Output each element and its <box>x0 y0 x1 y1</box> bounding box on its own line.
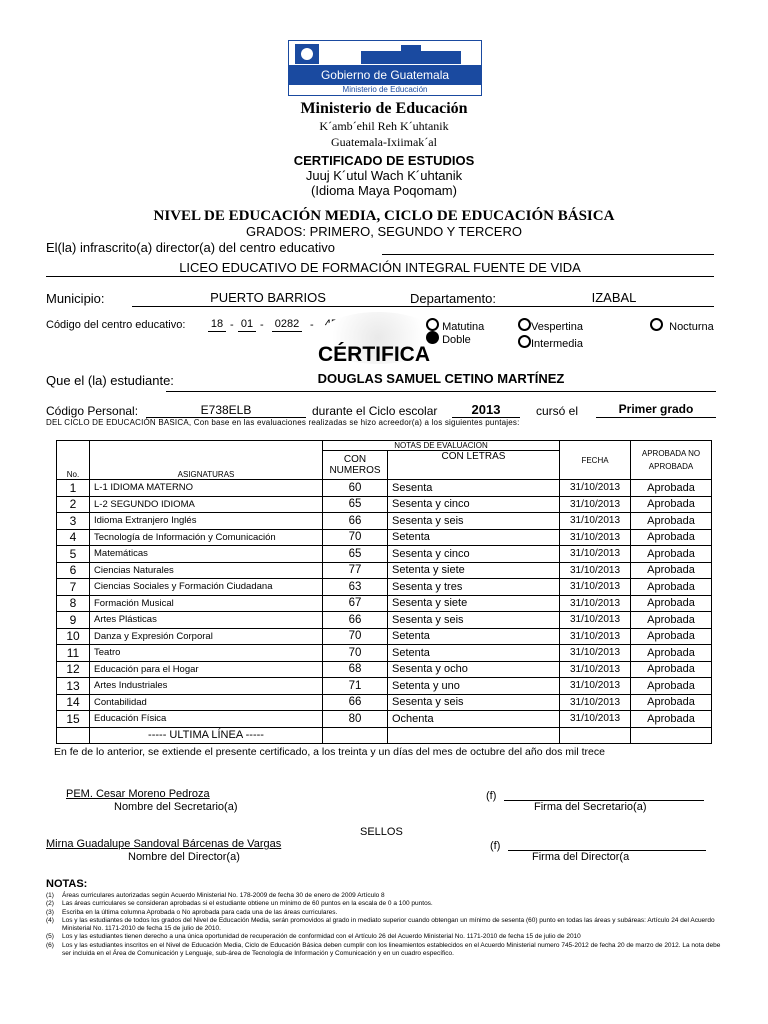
subject-name: Educación para el Hogar <box>90 661 323 678</box>
grade-letters: Sesenta y siete <box>388 595 560 612</box>
school-name: LICEO EDUCATIVO DE FORMACIÓN INTEGRAL FUENTE DE VIDA <box>46 260 714 277</box>
grade-status: Aprobada <box>631 678 712 695</box>
ciclo-description: DEL CICLO DE EDUCACIÓN BASICA, Con base en las evaluaciones realizadas se hizo acreedor(a) a los siguientes puntajes: <box>46 418 520 427</box>
notes-list <box>46 892 726 958</box>
certifica-heading: CÉRTIFICA <box>318 343 430 366</box>
subject-name: Teatro <box>90 645 323 662</box>
grade-date: 31/10/2013 <box>560 579 631 596</box>
empty-cell <box>560 727 631 744</box>
grade-letters: Setenta <box>388 628 560 645</box>
grade-letters: Sesenta y seis <box>388 612 560 629</box>
grade-number: 80 <box>323 711 388 728</box>
director-name: Mirna Guadalupe Sandoval Bárcenas de Vargas <box>46 838 282 850</box>
director-label: Nombre del Director(a) <box>128 851 240 863</box>
closing-statement: En fe de lo anterior, se extiende el presente certificado, a los treinta y un días del mes de octubre del año dos mil trece <box>54 746 605 758</box>
header-approved: APROBADA NO APROBADA <box>631 441 712 480</box>
government-logo <box>288 40 482 96</box>
grade-number: 60 <box>323 480 388 497</box>
grade-number: 67 <box>323 595 388 612</box>
table-row <box>57 595 712 612</box>
grade-status: Aprobada <box>631 480 712 497</box>
note-index: (6) <box>46 941 54 949</box>
municipio-label: Municipio: <box>46 291 105 306</box>
grade-number: 77 <box>323 562 388 579</box>
ministry-title: Ministerio de Educación <box>300 100 468 117</box>
last-line: ----- ULTIMA LÍNEA ----- <box>90 727 323 744</box>
subject-name: Danza y Expresión Corporal <box>90 628 323 645</box>
director-f: (f) <box>490 840 501 852</box>
radio-icon <box>426 318 439 331</box>
palace-icon <box>351 45 471 64</box>
underline <box>382 254 714 255</box>
note-text: Los y las estudiantes inscritos en el Nivel de Educación Media, Ciclo de Educación Básica deben cumplir con los lineamientos establecidos en el Acuerdo Ministerial numero 745-2012 de fecha 20 de marzo de 2012. La nota debe ser incluida en el Área de Comunicación y Lenguaje, sub-área de Tecnología de Información y Comunicación y en un cuadro específico. <box>62 941 721 958</box>
subject-name: Educación Física <box>90 711 323 728</box>
grade-letters: Sesenta <box>388 480 560 497</box>
jornada-option-label: Intermedia <box>531 338 583 350</box>
curso-label: cursó el <box>536 404 579 418</box>
grade-number: 66 <box>323 513 388 530</box>
code-part-2: 01 <box>238 318 256 332</box>
secretary-signature-label: Firma del Secretario(a) <box>534 801 647 813</box>
school-year: 2013 <box>452 402 520 418</box>
grade-date: 31/10/2013 <box>560 711 631 728</box>
secretary-label: Nombre del Secretario(a) <box>114 801 238 813</box>
row-number: 2 <box>57 496 90 513</box>
empty-cell <box>57 727 90 744</box>
personal-code: E738ELB <box>146 403 306 418</box>
subject-name: Formación Musical <box>90 595 323 612</box>
grade-date: 31/10/2013 <box>560 480 631 497</box>
grade-status: Aprobada <box>631 628 712 645</box>
grade-number: 71 <box>323 678 388 695</box>
departamento-value: IZABAL <box>514 290 714 307</box>
row-number: 11 <box>57 645 90 662</box>
grade-number: 66 <box>323 694 388 711</box>
grade-number: 70 <box>323 628 388 645</box>
radio-icon <box>650 318 663 331</box>
grade-date: 31/10/2013 <box>560 694 631 711</box>
certificate-title: CERTIFICADO DE ESTUDIOS <box>293 153 475 168</box>
grade-letters: Ochenta <box>388 711 560 728</box>
header-subjects: ASIGNATURAS <box>90 441 323 480</box>
logo-subtitle: Ministerio de Educación <box>289 85 481 95</box>
ciclo-label: durante el Ciclo escolar <box>312 404 438 418</box>
grade-number: 70 <box>323 645 388 662</box>
ministry-maya-2: Guatemala-Ixiimak´al <box>331 135 437 149</box>
grade-letters: Setenta <box>388 529 560 546</box>
grade-status: Aprobada <box>631 645 712 662</box>
grade-date: 31/10/2013 <box>560 661 631 678</box>
note-index: (1) <box>46 892 54 899</box>
jornada-option-label: Doble <box>442 334 471 346</box>
grade-letters: Setenta y siete <box>388 562 560 579</box>
table-row <box>57 694 712 711</box>
grade-value: Primer grado <box>596 402 716 418</box>
grade-date: 31/10/2013 <box>560 496 631 513</box>
table-row <box>57 612 712 629</box>
row-number: 13 <box>57 678 90 695</box>
grade-letters: Sesenta y seis <box>388 513 560 530</box>
grade-number: 63 <box>323 579 388 596</box>
subject-name: Tecnología de Información y Comunicación <box>90 529 323 546</box>
note-index: (4) <box>46 916 54 924</box>
code-part-3: 0282 <box>272 318 302 332</box>
grade-date: 31/10/2013 <box>560 513 631 530</box>
grade-date: 31/10/2013 <box>560 678 631 695</box>
grade-number: 65 <box>323 496 388 513</box>
table-row <box>57 480 712 497</box>
subject-name: Artes Plásticas <box>90 612 323 629</box>
row-number: 8 <box>57 595 90 612</box>
secretary-f: (f) <box>486 790 497 802</box>
note-item <box>46 909 726 917</box>
table-row <box>57 628 712 645</box>
row-number: 14 <box>57 694 90 711</box>
grade-status: Aprobada <box>631 562 712 579</box>
certificate-maya: Juuj K´utul Wach K´uhtanik <box>305 168 463 183</box>
grade-letters: Sesenta y seis <box>388 694 560 711</box>
row-number: 1 <box>57 480 90 497</box>
language-label: (Idioma Maya Poqomam) <box>311 183 457 198</box>
note-index: (5) <box>46 933 54 941</box>
director-signature-label: Firma del Director(a <box>532 851 630 863</box>
note-item <box>46 933 726 941</box>
row-number: 6 <box>57 562 90 579</box>
table-row <box>57 645 712 662</box>
grade-status: Aprobada <box>631 546 712 563</box>
subject-name: L-1 IDIOMA MATERNO <box>90 480 323 497</box>
note-text: Áreas curriculares autorizadas según Acuerdo Ministerial No. 178-2009 de fecha 30 de enero de 2009 Artículo 8 <box>62 892 385 899</box>
empty-cell <box>631 727 712 744</box>
radio-icon <box>518 318 531 331</box>
subject-name: Contabilidad <box>90 694 323 711</box>
note-text: Las áreas curriculares se consideran aprobadas si el estudiante obtiene un mínimo de 60 puntos en la escala de 0 a 100 puntos. <box>62 900 433 908</box>
row-number: 5 <box>57 546 90 563</box>
header-date: FECHA <box>560 441 631 480</box>
grade-letters: Sesenta y cinco <box>388 546 560 563</box>
note-item <box>46 900 726 908</box>
radio-icon <box>518 335 531 348</box>
code-dash: - <box>310 319 314 331</box>
grade-date: 31/10/2013 <box>560 562 631 579</box>
subject-name: Matemáticas <box>90 546 323 563</box>
code-dash: - <box>260 319 264 331</box>
secretary-name: PEM. Cesar Moreno Pedroza <box>66 788 210 800</box>
row-number: 3 <box>57 513 90 530</box>
grade-status: Aprobada <box>631 711 712 728</box>
table-row <box>57 529 712 546</box>
header-notes: NOTAS DE EVALUACION <box>323 441 560 451</box>
jornada-option-label: Matutina <box>442 321 485 333</box>
grade-letters: Setenta y uno <box>388 678 560 695</box>
note-item <box>46 942 726 959</box>
subject-name: L-2 SEGUNDO IDIOMA <box>90 496 323 513</box>
code-dash: - <box>230 319 234 331</box>
underline <box>404 306 514 307</box>
grade-letters: Setenta <box>388 645 560 662</box>
note-text: Los y las estudiantes tienen derecho a una única oportunidad de recuperación de conformidad con el Artículo 26 del Acuerdo Ministerial No. 1171-2010 de fecha 15 de julio de 2010 <box>62 933 581 941</box>
header-numbers: CON NUMEROS <box>323 451 388 480</box>
director-intro: El(la) infrascrito(a) director(a) del centro educativo <box>46 240 335 255</box>
jornada-option-label: Nocturna <box>669 321 714 333</box>
grade-date: 31/10/2013 <box>560 595 631 612</box>
row-number: 4 <box>57 529 90 546</box>
table-row <box>57 562 712 579</box>
grade-date: 31/10/2013 <box>560 529 631 546</box>
header-no: No. <box>57 441 90 480</box>
note-item <box>46 917 726 934</box>
table-row <box>57 546 712 563</box>
jornada-intermedia[interactable] <box>518 331 583 350</box>
table-row <box>57 579 712 596</box>
student-label: Que el (la) estudiante: <box>46 373 174 388</box>
sellos-label: SELLOS <box>360 826 403 838</box>
row-number: 10 <box>57 628 90 645</box>
grade-date: 31/10/2013 <box>560 546 631 563</box>
grade-status: Aprobada <box>631 496 712 513</box>
empty-cell <box>388 727 560 744</box>
subject-name: Ciencias Naturales <box>90 562 323 579</box>
row-number: 12 <box>57 661 90 678</box>
subject-name: Idioma Extranjero Inglés <box>90 513 323 530</box>
grades-line: GRADOS: PRIMERO, SEGUNDO Y TERCERO <box>246 224 522 239</box>
note-text: Escriba en la última columna Aprobada o No aprobada para cada una de las áreas curriculares. <box>62 908 338 916</box>
note-text: Los y las estudiantes de todos los grados del Nivel de Educación Media, serán promovidos al grado in mediato superior cuando obtengan un mínimo de sesenta (60) punto en todas las áreas y subáreas: Artículo 24 del Acuerdo Ministerial No. 1171-2010 de fecha 15 de julio de 2010. <box>62 916 715 933</box>
row-number: 9 <box>57 612 90 629</box>
jornada-doble[interactable] <box>426 331 471 346</box>
coat-of-arms-icon <box>295 44 319 64</box>
grade-number: 68 <box>323 661 388 678</box>
departamento-label: Departamento: <box>410 291 496 306</box>
subject-name: Ciencias Sociales y Formación Ciudadana <box>90 579 323 596</box>
grade-date: 31/10/2013 <box>560 628 631 645</box>
table-row <box>57 661 712 678</box>
note-index: (3) <box>46 908 54 916</box>
personal-code-label: Código Personal: <box>46 404 139 418</box>
jornada-option-label: Vespertina <box>531 321 583 333</box>
grade-status: Aprobada <box>631 579 712 596</box>
grades-body <box>57 480 712 728</box>
notes-title: NOTAS: <box>46 878 88 890</box>
row-number: 7 <box>57 579 90 596</box>
level-title: NIVEL DE EDUCACIÓN MEDIA, CICLO DE EDUCACIÓN BÁSICA <box>153 208 615 224</box>
grade-status: Aprobada <box>631 612 712 629</box>
municipio-value: PUERTO BARRIOS <box>132 290 404 307</box>
table-row <box>57 711 712 728</box>
grade-date: 31/10/2013 <box>560 612 631 629</box>
code-part-1: 18 <box>208 318 226 332</box>
grade-status: Aprobada <box>631 529 712 546</box>
ministry-maya-1: K´amb´ehil Reh K´uhtanik <box>319 119 449 133</box>
grades-table <box>56 440 712 744</box>
logo-title: Gobierno de Guatemala <box>289 65 481 85</box>
jornada-nocturna[interactable] <box>650 318 714 333</box>
table-row <box>57 678 712 695</box>
grade-status: Aprobada <box>631 595 712 612</box>
table-row <box>57 513 712 530</box>
grade-number: 65 <box>323 546 388 563</box>
empty-cell <box>323 727 388 744</box>
grade-status: Aprobada <box>631 694 712 711</box>
grade-letters: Sesenta y ocho <box>388 661 560 678</box>
subject-name: Artes Industriales <box>90 678 323 695</box>
grade-status: Aprobada <box>631 513 712 530</box>
header-letters: CON LETRAS <box>388 451 560 480</box>
grade-letters: Sesenta y tres <box>388 579 560 596</box>
note-index: (2) <box>46 900 54 908</box>
grade-number: 66 <box>323 612 388 629</box>
codigo-label: Código del centro educativo: <box>46 319 186 331</box>
grade-number: 70 <box>323 529 388 546</box>
grade-status: Aprobada <box>631 661 712 678</box>
row-number: 15 <box>57 711 90 728</box>
grade-letters: Sesenta y cinco <box>388 496 560 513</box>
note-item <box>46 892 726 900</box>
table-row <box>57 496 712 513</box>
grade-date: 31/10/2013 <box>560 645 631 662</box>
student-name: DOUGLAS SAMUEL CETINO MARTÍNEZ <box>166 371 716 392</box>
